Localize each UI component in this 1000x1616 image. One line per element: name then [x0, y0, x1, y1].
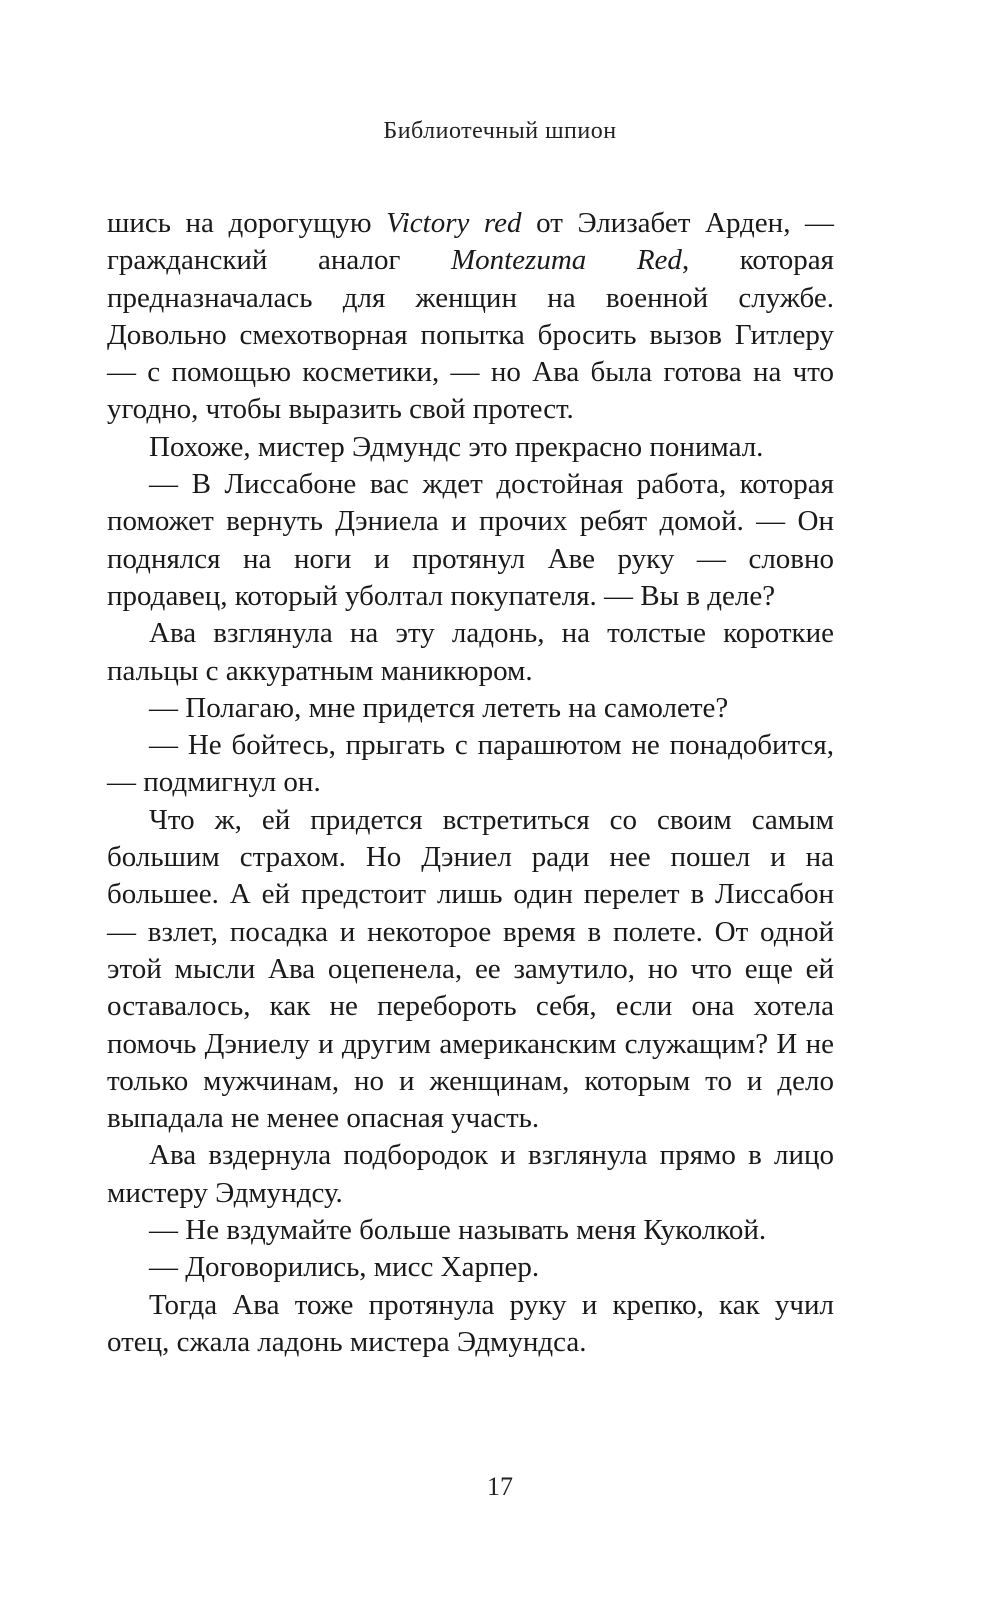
page-number: 17: [487, 1472, 513, 1501]
paragraph-text: Ава вздернула подбородок и взглянула прямо в лицо мистеру Эдмундсу.: [107, 1139, 834, 1209]
paragraph: [107, 1212, 834, 1249]
paragraph-text: шись на дорогущую: [107, 207, 387, 239]
paragraph: [107, 802, 834, 1138]
paragraph-text: , которая предназначалась для женщин на военной службе. Довольно смехотворная попытка бросить вызов Гитлеру — с помощью косметики, — но Ава была готова на что угодно, чтобы выразить свой протест.: [107, 244, 834, 426]
italic-text: Montezuma Red: [450, 244, 682, 277]
paragraph-text: — Не бойтесь, прыгать с парашютом не понадобится, — подмигнул он.: [107, 729, 834, 799]
paragraph: [107, 429, 834, 466]
paragraph-text: Тогда Ава тоже протянула руку и крепко, как учил отец, сжала ладонь мистера Эдмундса.: [107, 1288, 834, 1358]
paragraph: [107, 615, 834, 690]
paragraph-text: Что ж, ей придется встретиться со своим самым большим страхом. Но Дэниел ради нее пошел и на большее. А ей предстоит лишь один перелет в Лиссабон — взлет, посадка и некоторое время в полете. От одной этой мысли Ава оцепенела, ее замутило, но что еще ей оставалось, как не перебороть себя, если она хотела помочь Дэниелу и другим американским служащим? И не только мужчинам, но и женщинам, которым то и дело выпадала не менее опасная участь.: [107, 803, 834, 1135]
paragraph: [107, 690, 834, 727]
paragraph-text: — Не вздумайте больше называть меня Куколкой.: [149, 1214, 767, 1247]
paragraph-text: — Полагаю, мне придется лететь на самолете?: [149, 691, 729, 724]
body-text: [107, 205, 834, 1361]
italic-text: Victory red: [386, 207, 522, 239]
paragraph: [107, 727, 834, 802]
paragraph: [107, 205, 834, 429]
paragraph: [107, 466, 834, 615]
running-header: Библиотечный шпион: [383, 118, 617, 144]
paragraph: [107, 1249, 834, 1286]
paragraph-text: — В Лиссабоне вас ждет достойная работа, которая поможет вернуть Дэниела и прочих ребят домой. — Он поднялся на ноги и протянул Аве руку — словно продавец, который уболтал покупателя. — Вы в деле?: [107, 468, 834, 612]
paragraph-text: — Договорились, мисс Харпер.: [149, 1251, 540, 1284]
paragraph: [107, 1137, 834, 1212]
paragraph-text: Похоже, мистер Эдмундс это прекрасно понимал.: [149, 430, 764, 463]
paragraph-text: Ава взглянула на эту ладонь, на толстые короткие пальцы с аккуратным маникюром.: [107, 617, 834, 687]
paragraph-text: от Элизабет Арден, — гражданский аналог: [107, 207, 835, 277]
paragraph: [107, 1287, 834, 1362]
